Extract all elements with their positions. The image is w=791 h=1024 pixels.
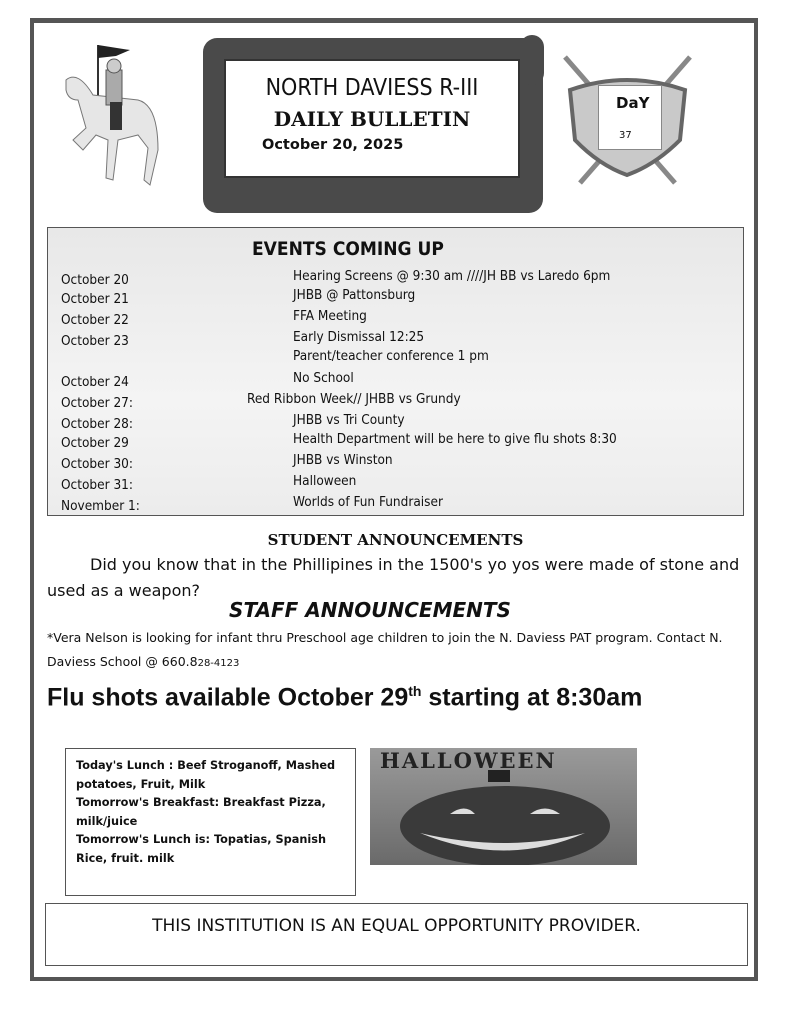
student-announcement-text: Did you know that in the Phillipines in the 1500's yo yos were made of stone and used as a weapon? <box>47 555 740 600</box>
flu-sup: th <box>408 683 422 699</box>
day-number: 37 <box>619 130 632 141</box>
event-text: Parent/teacher conference 1 pm <box>293 348 489 364</box>
event-date: October 24 <box>61 374 129 390</box>
event-date: October 28: <box>61 416 134 432</box>
event-date: October 31: <box>61 477 134 493</box>
footer-box <box>45 903 748 966</box>
event-date: November 1: <box>61 498 140 514</box>
event-text: FFA Meeting <box>293 308 367 324</box>
staff-announcements-heading: STAFF ANNOUNCEMENTS <box>229 598 511 622</box>
phone-tail: 28-4123 <box>197 658 240 669</box>
event-date: October 21 <box>61 291 129 307</box>
events-title: EVENTS COMING UP <box>252 238 444 260</box>
flu-shots-banner <box>47 683 642 712</box>
knight-on-horse-image <box>58 40 173 192</box>
event-date: October 29 <box>61 435 129 451</box>
flu-text-end: starting at 8:30am <box>421 683 643 712</box>
school-name: NORTH DAVIESS R-III <box>265 75 479 101</box>
halloween-title: HALLOWEEN <box>380 748 557 773</box>
event-date: October 30: <box>61 456 134 472</box>
staff-text: *Vera Nelson is looking for infant thru Preschool age children to join the N. Daviess PAT program. Contact N. Daviess School @ 660.8 <box>47 630 723 669</box>
events-box <box>47 227 744 516</box>
scroll-curl <box>520 35 544 85</box>
event-text: Health Department will be here to give flu shots 8:30 <box>293 431 617 447</box>
event-date: October 20 <box>61 272 129 288</box>
event-text: JHBB @ Pattonsburg <box>293 287 416 303</box>
event-text: JHBB vs Tri County <box>293 412 405 428</box>
bulletin-title: DAILY BULLETIN <box>273 107 471 131</box>
lunch-line: Today's Lunch : Beef Stroganoff, Mashed potatoes, Fruit, Milk <box>76 759 336 791</box>
event-text: Hearing Screens @ 9:30 am ////JH BB vs Laredo 6pm <box>293 268 611 284</box>
bulletin-date: October 20, 2025 <box>262 137 404 153</box>
event-text: Early Dismissal 12:25 <box>293 329 425 345</box>
event-date: October 27: <box>61 395 134 411</box>
event-text: Halloween <box>293 473 357 489</box>
student-announcements-heading: STUDENT ANNOUNCEMENTS <box>267 531 524 549</box>
equal-opportunity-statement: THIS INSTITUTION IS AN EQUAL OPPORTUNITY PROVIDER. <box>152 916 641 936</box>
day-label: DaY <box>616 94 650 112</box>
event-text: No School <box>293 370 354 386</box>
day-counter <box>598 85 662 150</box>
lunch-line: Tomorrow's Breakfast: Breakfast Pizza, milk/juice <box>76 796 326 828</box>
event-text: Red Ribbon Week// JHBB vs Grundy <box>247 391 461 407</box>
event-date: October 22 <box>61 312 129 328</box>
lunch-menu-box <box>65 748 356 896</box>
event-text: Worlds of Fun Fundraiser <box>293 494 443 510</box>
title-box <box>224 59 520 178</box>
halloween-pumpkin-image <box>370 748 637 865</box>
event-date: October 23 <box>61 333 129 349</box>
staff-announcement-text <box>47 626 747 676</box>
flu-text: Flu shots available October 29 <box>47 683 409 712</box>
event-text: JHBB vs Winston <box>293 452 393 468</box>
lunch-line: Tomorrow's Lunch is: Topatias, Spanish Rice, fruit. milk <box>76 833 327 865</box>
